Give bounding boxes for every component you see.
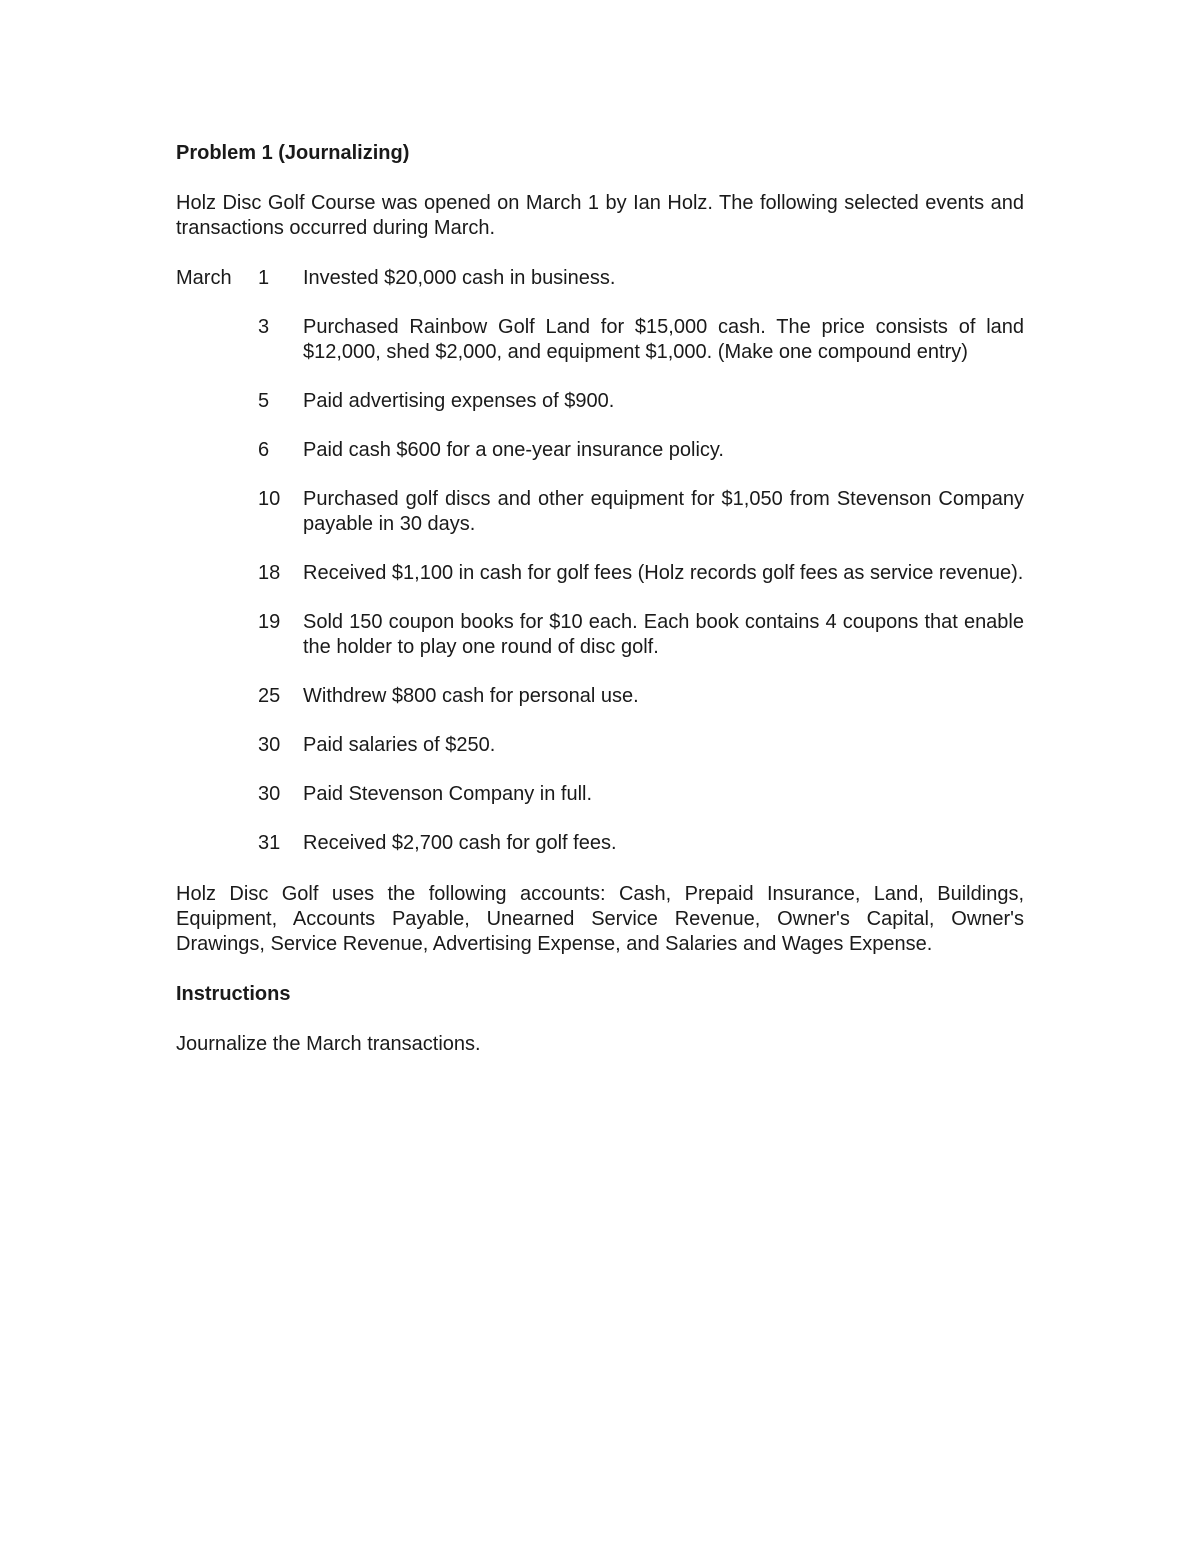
instructions-text: Journalize the March transactions.	[176, 1033, 481, 1055]
transaction-description: Paid Stevenson Company in full.	[303, 783, 593, 805]
transaction-item	[176, 733, 1024, 758]
transaction-day: 1	[258, 267, 270, 289]
transaction-description: Sold 150 coupon books for $10 each. Each book contains 4 coupons that enable the holder to play one round of disc golf.	[303, 611, 1024, 658]
transaction-day: 18	[258, 562, 281, 584]
transaction-item	[176, 782, 1024, 807]
transaction-description: Purchased Rainbow Golf Land for $15,000 cash. The price consists of land $12,000, shed $2,000, and equipment $1,000. (Make one compound entry)	[303, 316, 1024, 363]
accounts-paragraph: Holz Disc Golf uses the following accounts: Cash, Prepaid Insurance, Land, Buildings, Equipment, Accounts Payable, Unearned Service Revenue, Owner's Capital, Owner's Drawings, Service Revenue, Advertising Expense, and Salaries and Wages Expense.	[176, 883, 1024, 955]
problem-title: Problem 1 (Journalizing)	[176, 142, 410, 164]
transaction-day: 30	[258, 783, 281, 805]
transaction-description: Received $1,100 in cash for golf fees (Holz records golf fees as service revenue).	[303, 562, 1024, 584]
transaction-description: Purchased golf discs and other equipment for $1,050 from Stevenson Company payable in 30 days.	[303, 488, 1024, 535]
transaction-item	[176, 315, 1024, 365]
transaction-day: 5	[258, 390, 270, 412]
transaction-description: Paid cash $600 for a one-year insurance policy.	[303, 439, 724, 461]
transaction-day: 19	[258, 611, 281, 633]
transaction-day: 10	[258, 488, 281, 510]
instructions-heading: Instructions	[176, 983, 291, 1005]
transaction-item	[176, 438, 1024, 463]
transaction-day: 31	[258, 832, 281, 854]
transaction-item	[176, 266, 1024, 291]
transaction-description: Invested $20,000 cash in business.	[303, 267, 616, 289]
transaction-item	[176, 684, 1024, 709]
transaction-day: 3	[258, 316, 270, 338]
transaction-item	[176, 487, 1024, 537]
document-page	[176, 141, 1024, 1057]
transaction-day: 6	[258, 439, 270, 461]
transaction-day: 25	[258, 685, 281, 707]
transaction-day: 30	[258, 734, 281, 756]
transaction-description: Withdrew $800 cash for personal use.	[303, 685, 639, 707]
transaction-item	[176, 389, 1024, 414]
transaction-description: Received $2,700 cash for golf fees.	[303, 832, 617, 854]
transaction-item	[176, 831, 1024, 856]
transaction-list	[176, 266, 1024, 856]
transaction-description: Paid advertising expenses of $900.	[303, 390, 615, 412]
transaction-item	[176, 561, 1024, 586]
problem-intro: Holz Disc Golf Course was opened on March 1 by Ian Holz. The following selected events and transactions occurred during March.	[176, 192, 1024, 239]
month-label: March	[176, 267, 232, 289]
transaction-item	[176, 610, 1024, 660]
transaction-description: Paid salaries of $250.	[303, 734, 496, 756]
